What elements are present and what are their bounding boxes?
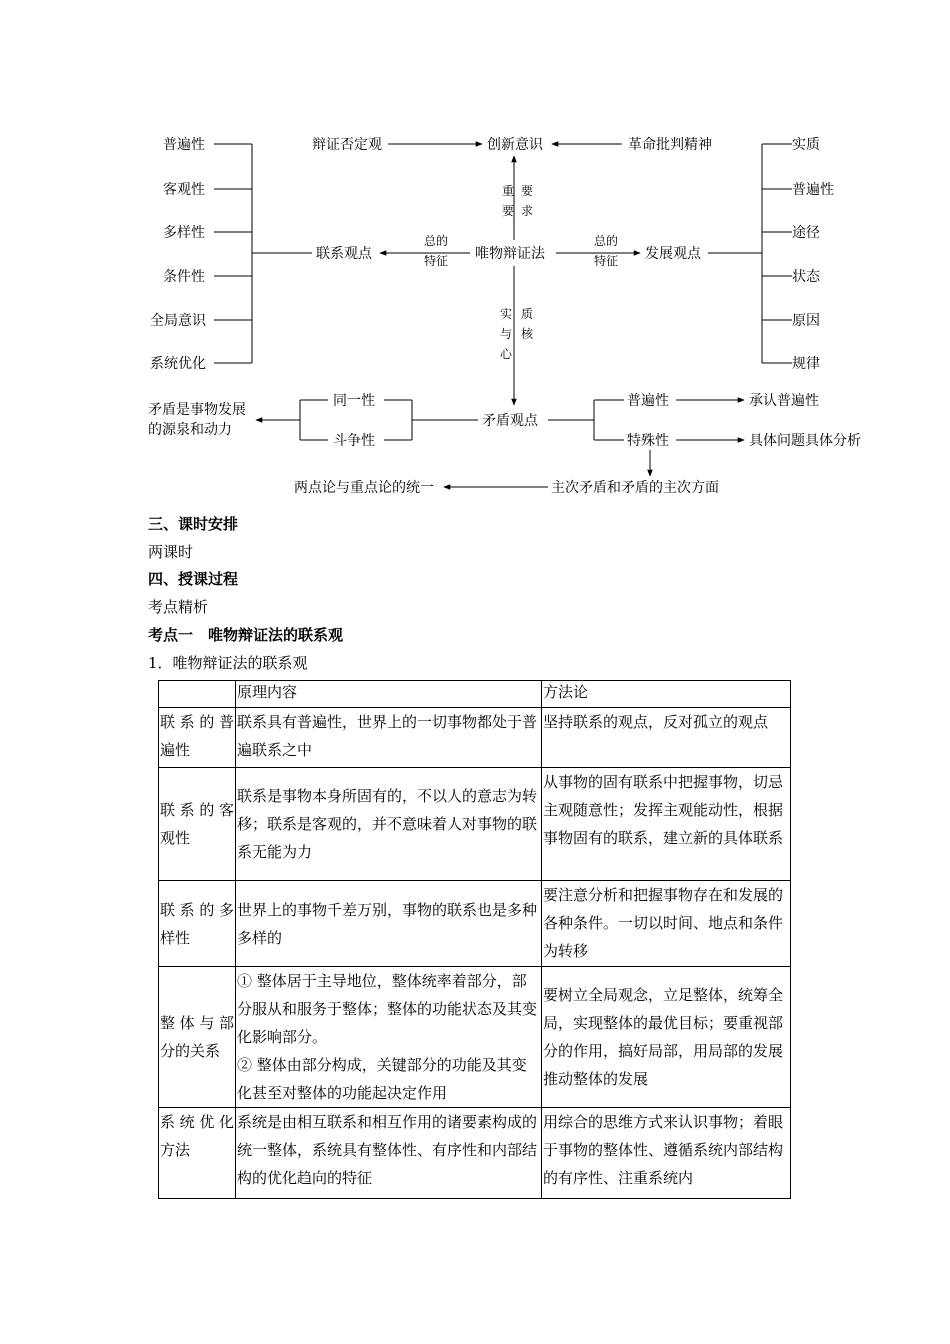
method-cell: 用综合的思维方式来认识事物；着眼于事物的整体性、遵循系统内部结构的有序性、注重系统内 xyxy=(542,1108,791,1199)
method-cell: 从事物的固有联系中把握事物，切忌主观随意性；发挥主观能动性，根据事物固有的联系，建立新的具体联系 xyxy=(542,768,791,881)
row-name: 联系的普遍性 xyxy=(159,708,236,768)
req-label-char: 求 xyxy=(521,204,534,218)
development-node: 发展观点 xyxy=(645,246,701,262)
core-label-char: 实 xyxy=(500,307,513,321)
concrete-analysis-node: 具体问题具体分析 xyxy=(749,433,861,449)
right-item: 普遍性 xyxy=(792,182,834,198)
dialectics-concept-diagram xyxy=(0,0,950,510)
row-name: 系统优化方法 xyxy=(159,1108,236,1199)
main-secondary-node: 主次矛盾和矛盾的主次方面 xyxy=(551,480,719,496)
source-text: 矛盾是事物发展 xyxy=(148,402,246,418)
core-label-char: 质 xyxy=(521,307,534,321)
connection-node: 联系观点 xyxy=(316,246,372,262)
principle-point-1: ① 整体居于主导地位，整体统率着部分，部分服从和服务于整体；整体的功能状态及其变化影响部分。 xyxy=(237,972,538,1046)
feature-label: 特征 xyxy=(424,254,449,268)
req-label-char: 要 xyxy=(502,204,515,218)
core-label-char: 核 xyxy=(521,327,534,341)
table-row xyxy=(159,768,791,881)
right-item: 实质 xyxy=(792,137,820,153)
principle-cell: 世界上的事物千差万别，事物的联系也是多种多样的 xyxy=(236,881,542,967)
contradiction-node: 矛盾观点 xyxy=(482,413,538,429)
principle-cell: 联系具有普遍性，世界上的一切事物都处于普遍联系之中 xyxy=(236,708,542,768)
core-label-char: 与 xyxy=(500,327,513,341)
universality-node: 普遍性 xyxy=(627,393,669,409)
right-item: 规律 xyxy=(792,356,820,372)
unity-node: 两点论与重点论的统一 xyxy=(294,480,434,496)
principle-cell xyxy=(236,967,542,1108)
row-name: 联系的客观性 xyxy=(159,768,236,881)
req-label-char: 重 xyxy=(502,184,515,198)
table-row xyxy=(159,708,791,768)
section-3-title: 三、课时安排 xyxy=(148,515,239,533)
table-row xyxy=(159,967,791,1108)
feature-label: 总的 xyxy=(424,234,449,248)
principle-point-2: ② 整体由部分构成，关键部分的功能及其变化甚至对整体的功能起决定作用 xyxy=(237,1056,527,1102)
principle-cell: 系统是由相互联系和相互作用的诸要素构成的统一整体，系统具有整体性、有序性和内部结构的优化趋向的特征 xyxy=(236,1108,542,1199)
struggle-node: 斗争性 xyxy=(333,433,375,449)
right-item: 状态 xyxy=(792,269,820,285)
identity-node: 同一性 xyxy=(333,393,375,409)
method-cell: 坚持联系的观点，反对孤立的观点 xyxy=(542,708,791,768)
row-name: 联系的多样性 xyxy=(159,881,236,967)
method-cell: 要注意分析和把握事物存在和发展的各种条件。一切以时间、地点和条件为转移 xyxy=(542,881,791,967)
method-cell: 要树立全局观念，立足整体，统筹全局，实现整体的最优目标；要重视部分的作用，搞好局部，用局部的发展推动整体的发展 xyxy=(542,967,791,1108)
table-header-row xyxy=(159,681,791,708)
table-header-cell xyxy=(159,681,236,708)
connection-view-table xyxy=(158,680,791,1199)
table-header-cell: 原理内容 xyxy=(236,681,542,708)
principle-cell: 联系是事物本身所固有的，不以人的意志为转移；联系是客观的，并不意味着人对事物的联系无能为力 xyxy=(236,768,542,881)
feature-label: 总的 xyxy=(594,234,619,248)
admit-universality-node: 承认普遍性 xyxy=(749,393,819,409)
revolutionary-spirit-node: 革命批判精神 xyxy=(628,137,712,153)
right-item: 途径 xyxy=(792,225,820,241)
right-item: 原因 xyxy=(792,313,820,329)
left-item: 系统优化 xyxy=(150,356,206,372)
particularity-node: 特殊性 xyxy=(627,433,669,449)
table-row xyxy=(159,881,791,967)
table-header-cell: 方法论 xyxy=(542,681,791,708)
left-item: 条件性 xyxy=(163,269,205,285)
core-label-char: 心 xyxy=(500,347,513,361)
left-item: 普遍性 xyxy=(163,137,205,153)
left-item: 全局意识 xyxy=(150,313,206,329)
source-text: 的源泉和动力 xyxy=(148,422,232,438)
item-1-title: 1．唯物辩证法的联系观 xyxy=(148,654,308,672)
req-label-char: 要 xyxy=(521,184,534,198)
key-point-1-title: 考点一 唯物辩证法的联系观 xyxy=(148,626,344,644)
center-node: 唯物辩证法 xyxy=(475,246,545,262)
section-3-text: 两课时 xyxy=(148,543,194,561)
table-row xyxy=(159,1108,791,1199)
innovation-node: 创新意识 xyxy=(487,137,543,153)
row-name: 整体与部分的关系 xyxy=(159,967,236,1108)
left-item: 客观性 xyxy=(163,182,205,198)
left-item: 多样性 xyxy=(163,225,205,241)
dialectical-negation-node: 辩证否定观 xyxy=(312,137,382,153)
feature-label: 特征 xyxy=(594,254,619,268)
section-4-text: 考点精析 xyxy=(148,598,209,616)
section-4-title: 四、授课过程 xyxy=(148,570,239,588)
